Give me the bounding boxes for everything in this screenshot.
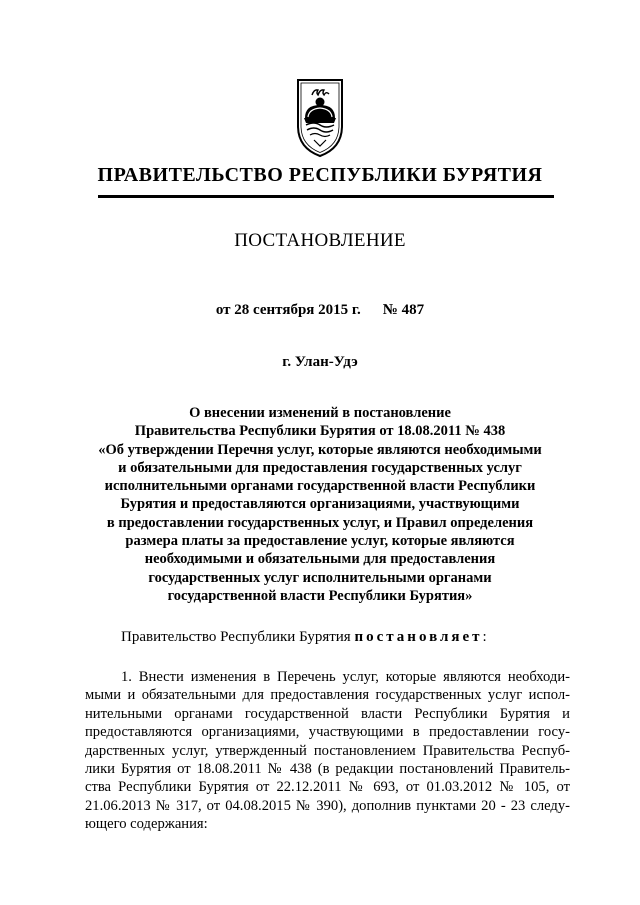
subject-line: Правительства Республики Бурятия от 18.08.2011 № 438 (134, 423, 506, 440)
coat-of-arms-emblem (294, 74, 346, 158)
subject-line: «Об утверждении Перечня услуг, которые являются необходимыми (98, 441, 542, 458)
subject-line: государственных услуг исполнительными органами (148, 569, 492, 586)
date-and-number-line (0, 302, 640, 319)
government-title: ПРАВИТЕЛЬСТВО РЕСПУБЛИКИ БУРЯТИЯ (97, 164, 543, 186)
subject-line: О внесении изменений в постановление (189, 405, 451, 421)
paragraph-line: дарственных услуг, утвержденный постановлением Правительства Респуб- (85, 742, 570, 759)
paragraph-line: нительными органами государственной власти Республики Бурятия и (85, 705, 570, 722)
preamble-colon: : (482, 629, 487, 645)
paragraph-line: лики Бурятия от 18.08.2011 № 438 (в редакции постановлений Правитель- (85, 761, 570, 778)
city: г. Улан-Удэ (282, 354, 358, 370)
paragraph-1 (85, 668, 570, 834)
header-divider (98, 195, 554, 198)
paragraph-line: мыми и обязательными для предоставления государственных услуг испол- (85, 687, 570, 704)
preamble-text: Правительство Республики Бурятия (121, 629, 355, 645)
document-date: от 28 сентября 2015 г. (215, 302, 361, 318)
subject-line: в предоставлении государственных услуг, и Правил определения (106, 514, 534, 531)
subject-line: государственной власти Республики Бурятия» (167, 587, 473, 604)
paragraph-line: 21.06.2013 № 317, от 04.08.2015 № 390), дополнив пунктами 20 - 23 следу- (85, 797, 570, 814)
document-number: № 487 (382, 302, 425, 318)
subject-line: размера платы за предоставление услуг, которые являются (125, 533, 515, 550)
subject-line: и обязательными для предоставления государственных услуг (118, 459, 522, 476)
paragraph-line: предоставляются организациями, участвующими в предоставлении госу- (85, 724, 570, 741)
subject-line: исполнительными органами государственной власти Республики (104, 478, 536, 495)
decree-word: постановляет (354, 629, 483, 645)
paragraph-line: ства Республики Бурятия от 22.12.2011 № 693, от 01.03.2012 № 105, от (85, 779, 570, 796)
paragraph-line: 1. Внести изменения в Перечень услуг, которые являются необходи- (121, 669, 570, 685)
paragraph-line: ющего содержания: (85, 816, 208, 833)
subject-line: Бурятия и предоставляются организациями, участвующими (120, 496, 520, 513)
preamble (121, 629, 487, 646)
subject-line: необходимыми и обязательными для предоставления (144, 551, 496, 568)
document-subject (80, 404, 560, 605)
document-type: ПОСТАНОВЛЕНИЕ (234, 230, 406, 251)
